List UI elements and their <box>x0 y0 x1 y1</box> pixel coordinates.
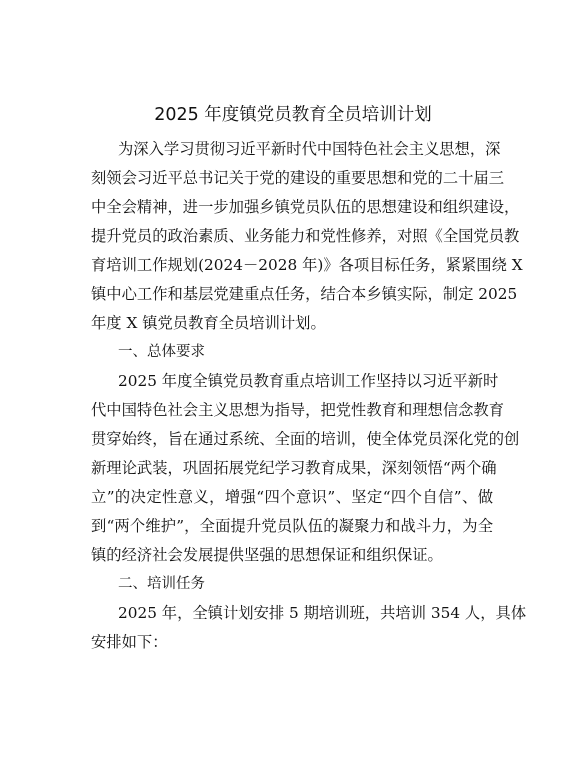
paragraph-line: 年度 X 镇党员教育全员培训计划。 <box>91 314 326 332</box>
paragraph-line: 立”的决定性意义，增强“四个意识”、坚定“四个自信”、做 <box>91 488 493 506</box>
paragraph-line: 2025 年，全镇计划安排 5 期培训班，共培训 354 人，具体 <box>118 604 527 622</box>
paragraph-line: 代中国特色社会主义思想为指导，把党性教育和理想信念教育 <box>91 401 505 419</box>
paragraph-line: 到“两个维护”，全面提升党员队伍的凝聚力和战斗力，为全 <box>91 517 493 535</box>
paragraph-line: 新理论武装，巩固拓展党纪学习教育成果，深刻领悟“两个确 <box>91 459 497 477</box>
section-heading: 一、总体要求 <box>118 344 205 360</box>
paragraph-line: 2025 年度全镇党员教育重点培训工作坚持以习近平新时 <box>118 372 499 390</box>
paragraph-line: 镇中心工作和基层党建重点任务，结合本乡镇实际，制定 2025 <box>91 285 518 303</box>
paragraph-line: 中全会精神，进一步加强乡镇党员队伍的思想建设和组织建设， <box>91 198 520 216</box>
paragraph-line: 安排如下： <box>91 633 168 651</box>
paragraph-line: 育培训工作规划(2024－2028 年)》各项目标任务，紧紧围绕 X <box>91 256 523 274</box>
document-title: 2025 年度镇党员教育全员培训计划 <box>154 105 432 125</box>
paragraph-line: 刻领会习近平总书记关于党的建设的重要思想和党的二十届三 <box>91 169 505 187</box>
paragraph-line: 提升党员的政治素质、业务能力和党性修养，对照《全国党员教 <box>91 227 520 245</box>
section-heading: 二、培训任务 <box>118 576 205 592</box>
paragraph-line: 贯穿始终，旨在通过系统、全面的培训，使全体党员深化党的创 <box>91 430 520 448</box>
paragraph-line: 镇的经济社会发展提供坚强的思想保证和组织保证。 <box>91 546 443 564</box>
paragraph-line: 为深入学习贯彻习近平新时代中国特色社会主义思想，深 <box>118 140 501 158</box>
